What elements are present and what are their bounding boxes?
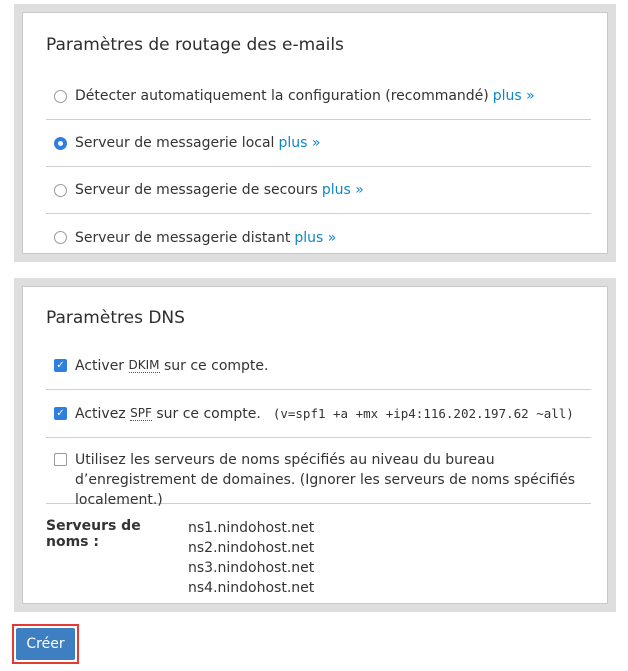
create-button-highlight — [12, 624, 79, 664]
email-routing-card — [22, 12, 608, 254]
registrar-ns-row[interactable] — [46, 438, 591, 508]
routing-option-label: Serveur de messagerie distant — [75, 229, 291, 246]
more-link[interactable]: plus » — [278, 135, 321, 151]
dkim-label-prefix: Activer — [75, 357, 129, 374]
dns-settings-title: Paramètres DNS — [46, 308, 185, 328]
spf-label-prefix: Activez — [75, 405, 131, 422]
dns-settings-card — [22, 286, 608, 604]
dkim-checkbox[interactable]: ✓ — [54, 359, 67, 372]
create-button[interactable]: Créer — [16, 628, 75, 660]
radio-remote[interactable] — [54, 231, 67, 244]
more-link[interactable]: plus » — [492, 88, 535, 104]
routing-option-label: Détecter automatiquement la configuration (recommandé) — [75, 88, 489, 104]
registrar-ns-checkbox[interactable] — [54, 453, 67, 466]
routing-option-label: Serveur de messagerie local — [75, 135, 275, 151]
more-link[interactable]: plus » — [294, 229, 337, 246]
dns-options — [46, 342, 591, 598]
nameservers-list — [188, 518, 314, 598]
nameserver-item: ns2.nindohost.net — [188, 540, 315, 556]
email-routing-panel — [14, 4, 616, 262]
radio-local[interactable] — [54, 137, 67, 150]
dns-settings-panel — [14, 278, 616, 612]
registrar-ns-label: Utilisez les serveurs de noms spécifiés au niveau du bureau d’enregistrement de domaines. (Ignorer les serveurs de noms spécifiés localement.) — [75, 452, 576, 508]
nameservers-block — [46, 504, 591, 598]
more-link[interactable]: plus » — [321, 182, 364, 198]
routing-option-auto[interactable] — [46, 73, 591, 120]
dkim-label-suffix: sur ce compte. — [159, 357, 269, 374]
spf-abbr: SPF — [130, 406, 152, 420]
routing-option-backup[interactable] — [46, 167, 591, 214]
nameserver-item: ns3.nindohost.net — [188, 560, 315, 576]
dkim-row[interactable] — [46, 342, 591, 390]
routing-option-remote[interactable] — [46, 214, 591, 261]
routing-option-label: Serveur de messagerie de secours — [75, 182, 318, 198]
spf-record: (v=spf1 +a +mx +ip4:116.202.197.62 ~all) — [272, 406, 574, 421]
dkim-abbr: DKIM — [128, 358, 160, 372]
nameserver-item: ns1.nindohost.net — [188, 520, 315, 536]
spf-checkbox[interactable]: ✓ — [54, 407, 67, 420]
radio-auto[interactable] — [54, 90, 67, 103]
radio-backup[interactable] — [54, 184, 67, 197]
routing-options — [46, 73, 591, 261]
routing-option-local[interactable] — [46, 120, 591, 167]
email-routing-title: Paramètres de routage des e-mails — [46, 35, 344, 55]
nameserver-item: ns4.nindohost.net — [188, 580, 315, 596]
nameservers-label: Serveurs de noms : — [46, 518, 141, 550]
spf-row[interactable] — [46, 390, 591, 438]
spf-label-suffix: sur ce compte. — [151, 405, 261, 422]
